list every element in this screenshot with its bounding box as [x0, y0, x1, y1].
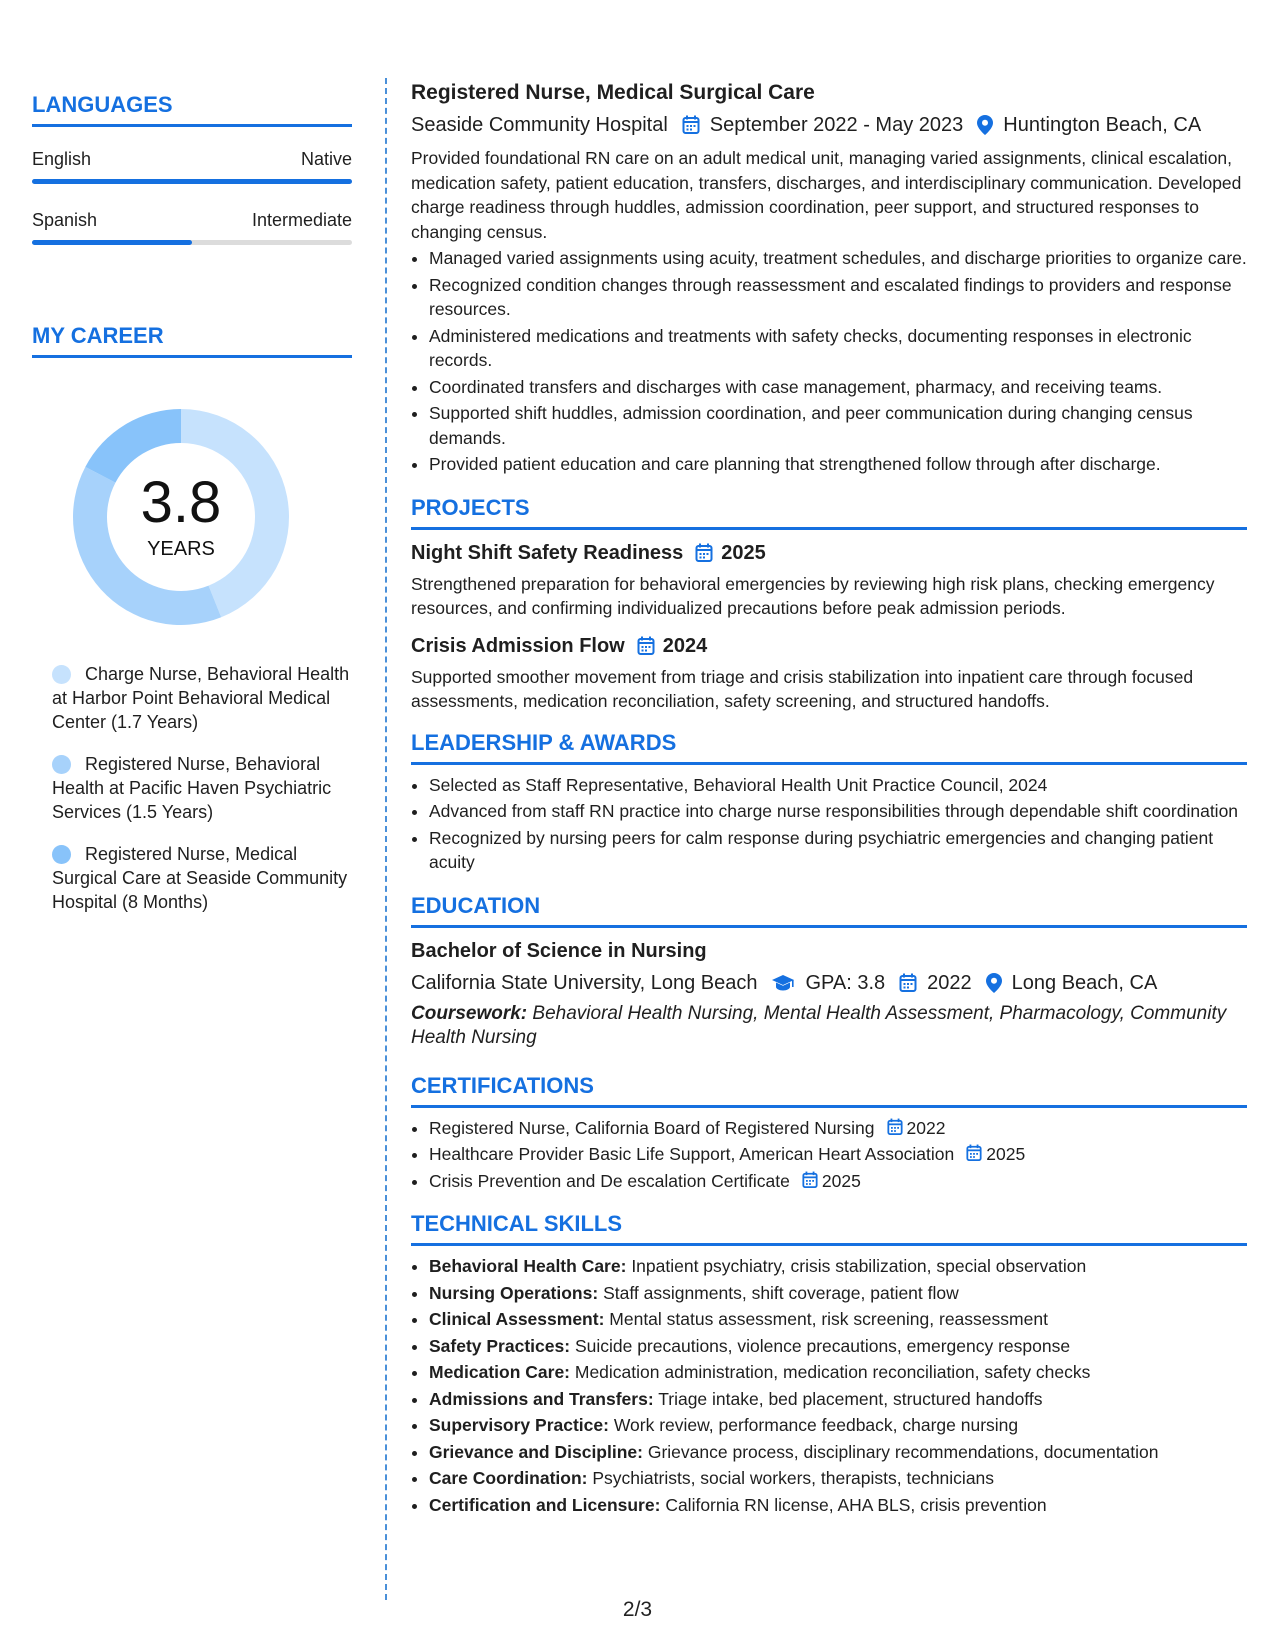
languages-heading: LANGUAGES	[32, 92, 352, 127]
leadership-list	[429, 773, 1247, 875]
certifications-heading: CERTIFICATIONS	[411, 1073, 1247, 1108]
list-item	[429, 1360, 1247, 1385]
legend-item	[52, 752, 352, 824]
calendar-icon	[802, 1171, 818, 1189]
career-legend	[52, 662, 352, 914]
list-item: • Administered medications and treatments with safety checks, documenting responses in electronic records.	[429, 324, 1247, 373]
skill-value: California RN license, AHA BLS, crisis prevention	[665, 1494, 1047, 1515]
legend-dot	[52, 665, 71, 684]
list-item	[429, 1334, 1247, 1359]
proficiency-bar	[32, 240, 352, 245]
list-item	[429, 1169, 1247, 1194]
skill-value: Work review, performance feedback, charge nursing	[613, 1415, 1019, 1435]
certification-year: 2025	[821, 1170, 861, 1191]
school-location: Long Beach, CA	[1011, 971, 1158, 994]
list-item: • Advanced from staff RN practice into charge nurse responsibilities through dependable shift coordination	[429, 799, 1247, 824]
list-item	[429, 1116, 1247, 1141]
project-year: 2025	[721, 541, 766, 564]
coursework-text: Behavioral Health Nursing, Mental Health Assessment, Pharmacology, Community Health Nursing	[411, 1002, 1227, 1048]
project-description: Supported smoother movement from triage and crisis stabilization into inpatient care through focused assessments, medication reconciliation, safety screening, and structured handoffs.	[411, 666, 1194, 711]
legend-dot	[52, 755, 71, 774]
list-item	[429, 1281, 1247, 1306]
school-name: California State University, Long Beach	[411, 971, 758, 994]
coursework-label: Coursework:	[411, 1002, 528, 1024]
page-number: 2/3	[622, 1598, 653, 1621]
language-spanish	[32, 210, 352, 245]
skill-label: Grievance and Discipline:	[429, 1441, 643, 1462]
language-name: English	[32, 149, 92, 169]
skill-label: Safety Practices:	[429, 1335, 571, 1356]
calendar-icon	[966, 1144, 982, 1162]
list-item	[429, 1387, 1247, 1412]
proficiency-bar	[32, 179, 352, 184]
skill-label: Certification and Licensure:	[429, 1494, 661, 1515]
list-item	[429, 1254, 1247, 1279]
project-description: Strengthened preparation for behavioral emergencies by reviewing high risk plans, checking emergency resources, and confirming individualized precautions before peak admission periods.	[411, 573, 1215, 618]
list-item	[429, 1142, 1247, 1167]
education-entry	[411, 938, 1247, 1051]
calendar-icon	[682, 115, 700, 135]
skill-value: Grievance process, disciplinary recommendations, documentation	[647, 1441, 1159, 1462]
project-title: Night Shift Safety Readiness	[411, 541, 684, 564]
career-total: 3.8	[140, 469, 222, 535]
language-english	[32, 149, 352, 184]
certification-name: Healthcare Provider Basic Life Support, American Heart Association	[429, 1144, 955, 1164]
calendar-icon	[887, 1118, 903, 1136]
certification-name: Registered Nurse, California Board of Registered Nursing	[429, 1117, 875, 1138]
job-bullets	[429, 246, 1247, 477]
job-title: Registered Nurse, Medical Surgical Care	[411, 81, 815, 104]
certification-name: Crisis Prevention and De escalation Certificate	[429, 1170, 790, 1191]
skill-label: Nursing Operations:	[429, 1282, 599, 1303]
calendar-icon	[899, 973, 917, 993]
list-item	[429, 1413, 1247, 1438]
project-year: 2024	[662, 634, 708, 657]
calendar-icon	[637, 636, 655, 656]
skill-label: Supervisory Practice:	[429, 1415, 609, 1435]
proficiency-fill	[32, 179, 352, 184]
skill-value: Suicide precautions, violence precautions, emergency response	[574, 1335, 1071, 1356]
career-donut-chart	[66, 402, 296, 632]
language-level: Native	[300, 149, 352, 169]
list-item: • Supported shift huddles, admission coordination, and peer communication during changing census demands.	[429, 401, 1247, 450]
legend-dot	[52, 845, 71, 864]
skill-label: Clinical Assessment:	[429, 1309, 605, 1329]
experience-entry	[411, 80, 1247, 477]
graduation-cap-icon	[771, 974, 795, 992]
list-item	[429, 1307, 1247, 1332]
language-name: Spanish	[32, 210, 98, 230]
skill-value: Psychiatrists, social workers, therapists, technicians	[592, 1468, 995, 1488]
skill-value: Triage intake, bed placement, structured handoffs	[658, 1388, 1043, 1409]
legend-text: Registered Nurse, Medical Surgical Care at Seaside Community Hospital (8 Months)	[52, 844, 348, 912]
skill-value: Staff assignments, shift coverage, patient flow	[603, 1282, 959, 1303]
location-pin-icon	[986, 973, 1002, 993]
company-name: Seaside Community Hospital	[411, 114, 668, 136]
list-item: • Recognized by nursing peers for calm response during psychiatric emergencies and changing patient acuity	[429, 826, 1247, 875]
skill-label: Care Coordination:	[429, 1468, 588, 1488]
certification-year: 2025	[986, 1144, 1026, 1164]
career-unit: YEARS	[147, 537, 215, 560]
certifications-list	[429, 1116, 1247, 1194]
skill-label: Admissions and Transfers:	[429, 1388, 654, 1409]
skill-value: Inpatient psychiatry, crisis stabilization, special observation	[631, 1256, 1087, 1276]
skill-label: Medication Care:	[429, 1362, 570, 1382]
list-item: • Selected as Staff Representative, Behavioral Health Unit Practice Council, 2024	[429, 773, 1247, 798]
skill-value: Mental status assessment, risk screening, reassessment	[609, 1309, 1048, 1329]
projects-heading: PROJECTS	[411, 495, 1247, 530]
job-meta	[411, 112, 1247, 138]
list-item: • Provided patient education and care planning that strengthened follow through after discharge.	[429, 452, 1247, 477]
column-divider	[385, 78, 387, 1600]
project-entry	[411, 540, 1247, 621]
list-item: • Managed varied assignments using acuity, treatment schedules, and discharge priorities to organize care.	[429, 246, 1247, 271]
legend-text: Registered Nurse, Behavioral Health at Pacific Haven Psychiatric Services (1.5 Years)	[52, 754, 332, 822]
job-summary: Provided foundational RN care on an adult medical unit, managing varied assignments, clinical escalation, medication safety, patient education, transfers, discharges, and interdisciplinary communication. Developed charge readiness through huddles, admission coordination, peer support, and structured responses to changing census.	[411, 148, 1242, 242]
legend-item	[52, 842, 352, 914]
leadership-heading: LEADERSHIP & AWARDS	[411, 730, 1247, 765]
list-item	[429, 1440, 1247, 1465]
list-item	[429, 1493, 1247, 1518]
job-location: Huntington Beach, CA	[1003, 114, 1202, 136]
graduation-year: 2022	[927, 971, 972, 994]
legend-item	[52, 662, 352, 734]
skill-value: Medication administration, medication reconciliation, safety checks	[574, 1362, 1091, 1382]
project-title: Crisis Admission Flow	[411, 634, 625, 657]
coursework	[411, 1002, 1247, 1051]
legend-text: Charge Nurse, Behavioral Health at Harbor Point Behavioral Medical Center (1.7 Years)	[52, 664, 350, 732]
calendar-icon	[695, 543, 713, 563]
list-item	[429, 1466, 1247, 1491]
project-entry	[411, 633, 1247, 714]
main-content	[411, 80, 1247, 1517]
skill-label: Behavioral Health Care:	[429, 1256, 627, 1276]
degree-title: Bachelor of Science in Nursing	[411, 939, 707, 962]
career-heading: MY CAREER	[32, 323, 352, 358]
list-item: • Coordinated transfers and discharges with case management, pharmacy, and receiving teams.	[429, 375, 1247, 400]
sidebar	[32, 92, 352, 932]
education-meta	[411, 970, 1247, 996]
gpa: GPA: 3.8	[805, 971, 886, 994]
proficiency-fill	[32, 240, 192, 245]
certification-year: 2022	[906, 1117, 946, 1138]
skills-list	[429, 1254, 1247, 1517]
education-heading: EDUCATION	[411, 893, 1247, 928]
list-item: • Recognized condition changes through reassessment and escalated findings to providers and response resources.	[429, 273, 1247, 322]
language-level: Intermediate	[251, 210, 352, 230]
location-pin-icon	[977, 115, 993, 135]
skills-heading: TECHNICAL SKILLS	[411, 1211, 1247, 1246]
job-dates: September 2022 - May 2023	[709, 114, 964, 136]
